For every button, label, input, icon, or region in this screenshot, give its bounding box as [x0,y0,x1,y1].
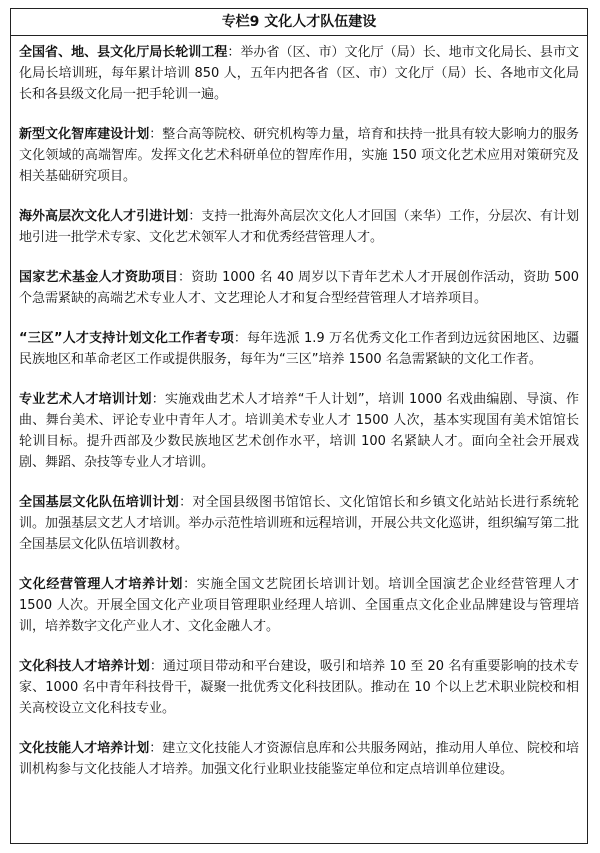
program-heading: 新型文化智库建设计划 [19,127,150,142]
program-heading: 国家艺术基金人才资助项目 [19,270,178,285]
program-heading: “三区”人才支持计划文化工作者专项 [19,331,234,346]
program-item [19,389,579,473]
program-item [19,124,579,187]
column-content [11,36,587,780]
program-text: ：实施全国文艺院团长培训计划。培训全国演艺企业经营管理人才 1500 人次。开展全国文化产业项目管理职业经理人培训、全国重点文化企业品牌建设与管理培训，培养数字文化产业人才、文化金融人才。 [19,577,579,634]
program-text: ：每年选派 1.9 万名优秀文化工作者到边远贫困地区、边疆民族地区和革命老区工作或提供服务，每年为“三区”培养 1500 名急需紧缺的文化工作者。 [19,331,579,367]
program-text: ：对全国县级图书馆馆长、文化馆馆长和乡镇文化站站长进行系统轮训。加强基层文艺人才培训。举办示范性培训班和远程培训，开展公共文化巡讲，组织编写第二批全国基层文化队伍培训教材。 [19,495,579,552]
program-item [19,206,579,248]
program-text: ：举办省（区、市）文化厅（局）长、地市文化局长、县市文化局长培训班，每年累计培训 850 人，五年内把各省（区、市）文化厅（局）长、各地市文化局长和各县级文化局一把手轮训一遍。 [19,45,579,102]
program-item [19,328,579,370]
column-title: 专栏9 文化人才队伍建设 [11,9,587,36]
program-heading: 文化科技人才培养计划 [19,659,150,674]
program-heading: 全国省、地、县文化厅局长轮训工程 [19,45,228,60]
program-text: ：支持一批海外高层次文化人才回国（来华）工作，分层次、有计划地引进一批学术专家、文化艺术领军人才和优秀经营管理人才。 [19,209,579,245]
program-heading: 专业艺术人才培训计划 [19,392,152,407]
program-text: ：整合高等院校、研究机构等力量，培育和扶持一批具有较大影响力的服务文化领域的高端智库。发挥文化艺术科研单位的智库作用，实施 150 项文化艺术应用对策研究及相关基础研究项目。 [19,127,579,184]
program-text: ：资助 1000 名 40 周岁以下青年艺术人才开展创作活动，资助 500 个急需紧缺的高端艺术专业人才、文艺理论人才和复合型经营管理人才培养项目。 [19,270,579,306]
program-item [19,574,579,637]
program-text: ：通过项目带动和平台建设，吸引和培养 10 至 20 名有重要影响的技术专家、1000 名中青年科技骨干，凝聚一批优秀文化科技团队。推动在 10 个以上艺术职业院校和相关高校设立文化科技专业。 [19,659,579,716]
program-item [19,492,579,555]
column-box [10,8,588,844]
program-heading: 海外高层次文化人才引进计划 [19,209,189,224]
program-text: ：实施戏曲艺术人才培养“千人计划”，培训 1000 名戏曲编剧、导演、作曲、舞台美术、评论专业中青年人才。培训美术专业人才 1500 人次，基本实现国有美术馆馆长轮训目标。提升西部及少数民族地区艺术创作水平，培训 100 名紧缺人才。面向全社会开展戏剧、舞蹈、杂技等专业人才培训。 [19,392,579,470]
program-heading: 全国基层文化队伍培训计划 [19,495,180,510]
program-item [19,656,579,719]
program-heading: 文化技能人才培养计划 [19,741,150,756]
program-item [19,738,579,780]
program-text: ：建立文化技能人才资源信息库和公共服务网站，推动用人单位、院校和培训机构参与文化技能人才培养。加强文化行业职业技能鉴定单位和定点培训单位建设。 [19,741,579,777]
program-item [19,267,579,309]
program-item [19,42,579,105]
program-heading: 文化经营管理人才培养计划 [19,577,184,592]
